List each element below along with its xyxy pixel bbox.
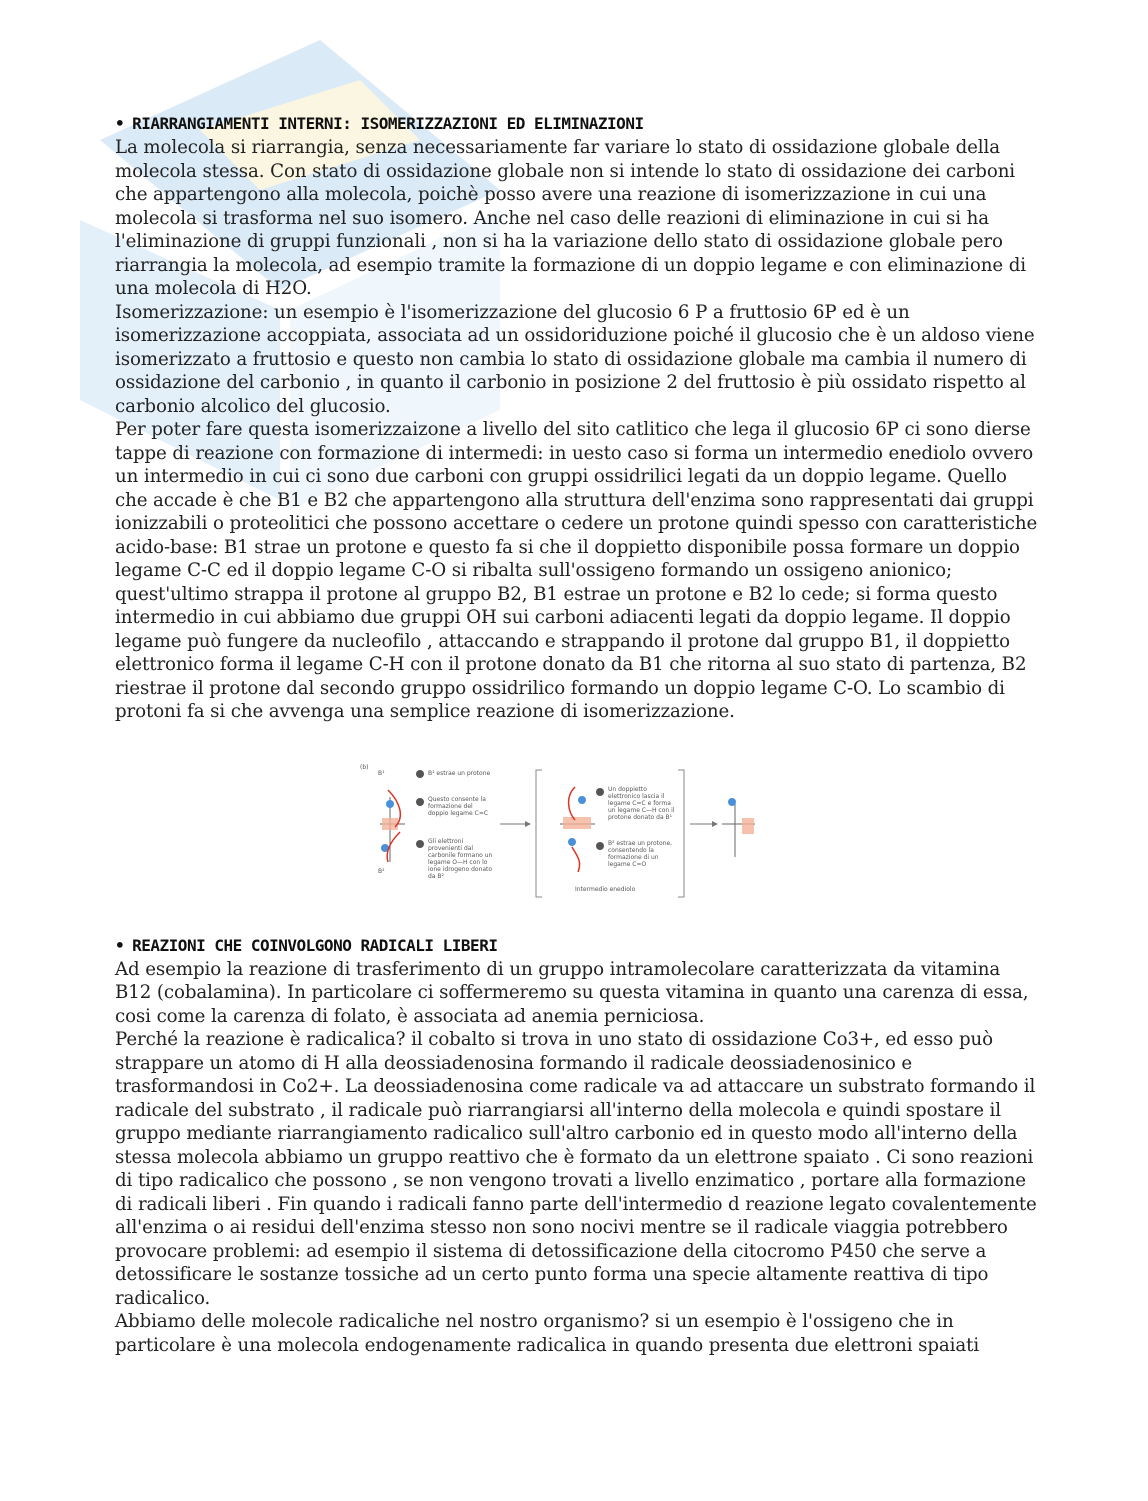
step-1-caption: B¹ estrae un protone: [428, 769, 491, 777]
reaction-mechanism-figure: [360, 762, 770, 912]
step-2-caption: Questo consente la formazione del doppio legame C=C: [428, 795, 489, 817]
paragraph: Ad esempio la reazione di trasferimento di un gruppo intramolecolare caratterizzata da vitamina B12 (cobalamina). In particolare ci soffermeremo su questa vitamina in quanto una carenza di essa, cosi come la carenza di folato, è associata ad anemia perniciosa.: [115, 958, 1029, 1027]
document-page: [115, 112, 1040, 1357]
intermediate-label: Intermedio enediolo: [575, 885, 636, 893]
section-heading-riarrangiamenti: • RIARRANGIAMENTI INTERNI: ISOMERIZZAZIONI ED ELIMINAZIONI: [115, 114, 644, 133]
mechanism-diagram: [360, 762, 770, 912]
step-4-caption: Un doppietto elettronico lascia il legame C=C e forma un legame C—H con il protone donato da B¹: [608, 785, 675, 821]
step-5-caption: B² estrae un protone, consentendo la formazione di un legame C=O: [608, 839, 673, 868]
step-3-caption: Gli elettroni provenienti dal carbonile formano un legame O—H con lo ione idrogeno donato da B²: [428, 837, 493, 880]
b2-label: B²: [378, 867, 385, 875]
paragraph: Per poter fare questa isomerizzaizone a livello del sito catlitico che lega il glucosio 6P ci sono dierse tappe di reazione con formazione di intermedi: in uesto caso si forma un intermedio enediolo ovvero un intermedio in cui ci sono due carboni con gruppi ossidrilici legati da un doppio legame. Quello che accade è che B1 e B2 che appartengono alla struttura dell'enzima sono rappresentati dai gruppi ionizzabili o proteolitici che possono accettare o cedere un protone quindi spesso con caratteristiche acido-base: B1 strae un protone e questo fa si che il doppietto disponibile possa formare un doppio legame C-C ed il doppio legame C-O si ribalta sull'ossigeno formando un ossigeno anionico; quest'ultimo strappa il protone al gruppo B2, B1 estrae un protone e B2 lo cede; si forma questo intermedio in cui abbiamo due gruppi OH sui carboni adiacenti legati da doppio legame. Il doppio legame può fungere da nucleofilo , attaccando e strappando il protone dal gruppo B1, il doppietto elettronico forma il legame C-H con il protone donato da B1 che ritorna al suo stato di partenza, B2 riestrae il protone dal secondo gruppo ossidrilico formando un doppio legame C-O. Lo scambio di protoni fa si che avvenga una semplice reazione di isomerizzazione.: [115, 419, 1038, 722]
b1-label: B¹: [378, 769, 385, 777]
paragraph: Isomerizzazione: un esempio è l'isomerizzazione del glucosio 6 P a fruttosio 6P ed è un isomerizzazione accoppiata, associata ad un ossidoriduzione poiché il glucosio che è un aldoso viene isomerizzato a fruttosio e questo non cambia lo stato di ossidazione globale ma cambia il numero di ossidazione del carbonio , in quanto il carbonio in posizione 2 del fruttosio è più ossidato rispetto al carbonio alcolico del glucosio.: [115, 301, 1035, 417]
paragraph: Abbiamo delle molecole radicaliche nel nostro organismo? si un esempio è l'ossigeno che in particolare è una molecola endogenamente radicalica in quando presenta due elettroni spaiati: [115, 1311, 980, 1356]
panel-label: (b): [360, 763, 369, 771]
paragraph: Perché la reazione è radicalica? il cobalto si trova in uno stato di ossidazione Co3+, ed esso può strappare un atomo di H alla deossiadenosina formando il radicale deossiadenosinico e trasformandosi in Co2+. La deossiadenosina come radicale va ad attaccare un substrato formando il radicale del substrato , il radicale può riarrangiarsi all'interno della molecola e quindi spostare il gruppo mediante riarrangiamento radicalico sull'altro carbonio ed in questo modo all'interno della stessa molecola abbiamo un gruppo reattivo che è formato da un elettrone spaiato . Ci sono reazioni di tipo radicalico che possono , se non vengono trovati a livello enzimatico , portare alla formazione di radicali liberi . Fin quando i radicali fanno parte dell'intermedio d reazione legato covalentemente all'enzima o ai residui dell'enzima stesso non sono nocivi mentre se il radicale viaggia potrebbero provocare problemi: ad esempio il sistema di detossificazione della citocromo P450 che serve a detossificare le sostanze tossiche ad un certo punto forma una specie altamente reattiva di tipo radicalico.: [115, 1029, 1037, 1309]
bullet-icon: •: [115, 114, 125, 133]
bullet-icon: •: [115, 935, 125, 955]
section-heading-radicali: • REAZIONI CHE COINVOLGONO RADICALI LIBERI: [115, 935, 498, 955]
paragraph: La molecola si riarrangia, senza necessariamente far variare lo stato di ossidazione globale della molecola stessa. Con stato di ossidazione globale non si intende lo stato di ossidazione dei carboni che appartengono alla molecola, poichè posso avere una reazione di isomerizzazione in cui una molecola si trasforma nel suo isomero. Anche nel caso delle reazioni di eliminazione in cui si ha l'eliminazione di gruppi funzionali , non si ha la variazione dello stato di ossidazione globale pero riarrangia la molecola, ad esempio tramite la formazione di un doppio legame e con eliminazione di una molecola di H2O.: [115, 137, 1026, 299]
